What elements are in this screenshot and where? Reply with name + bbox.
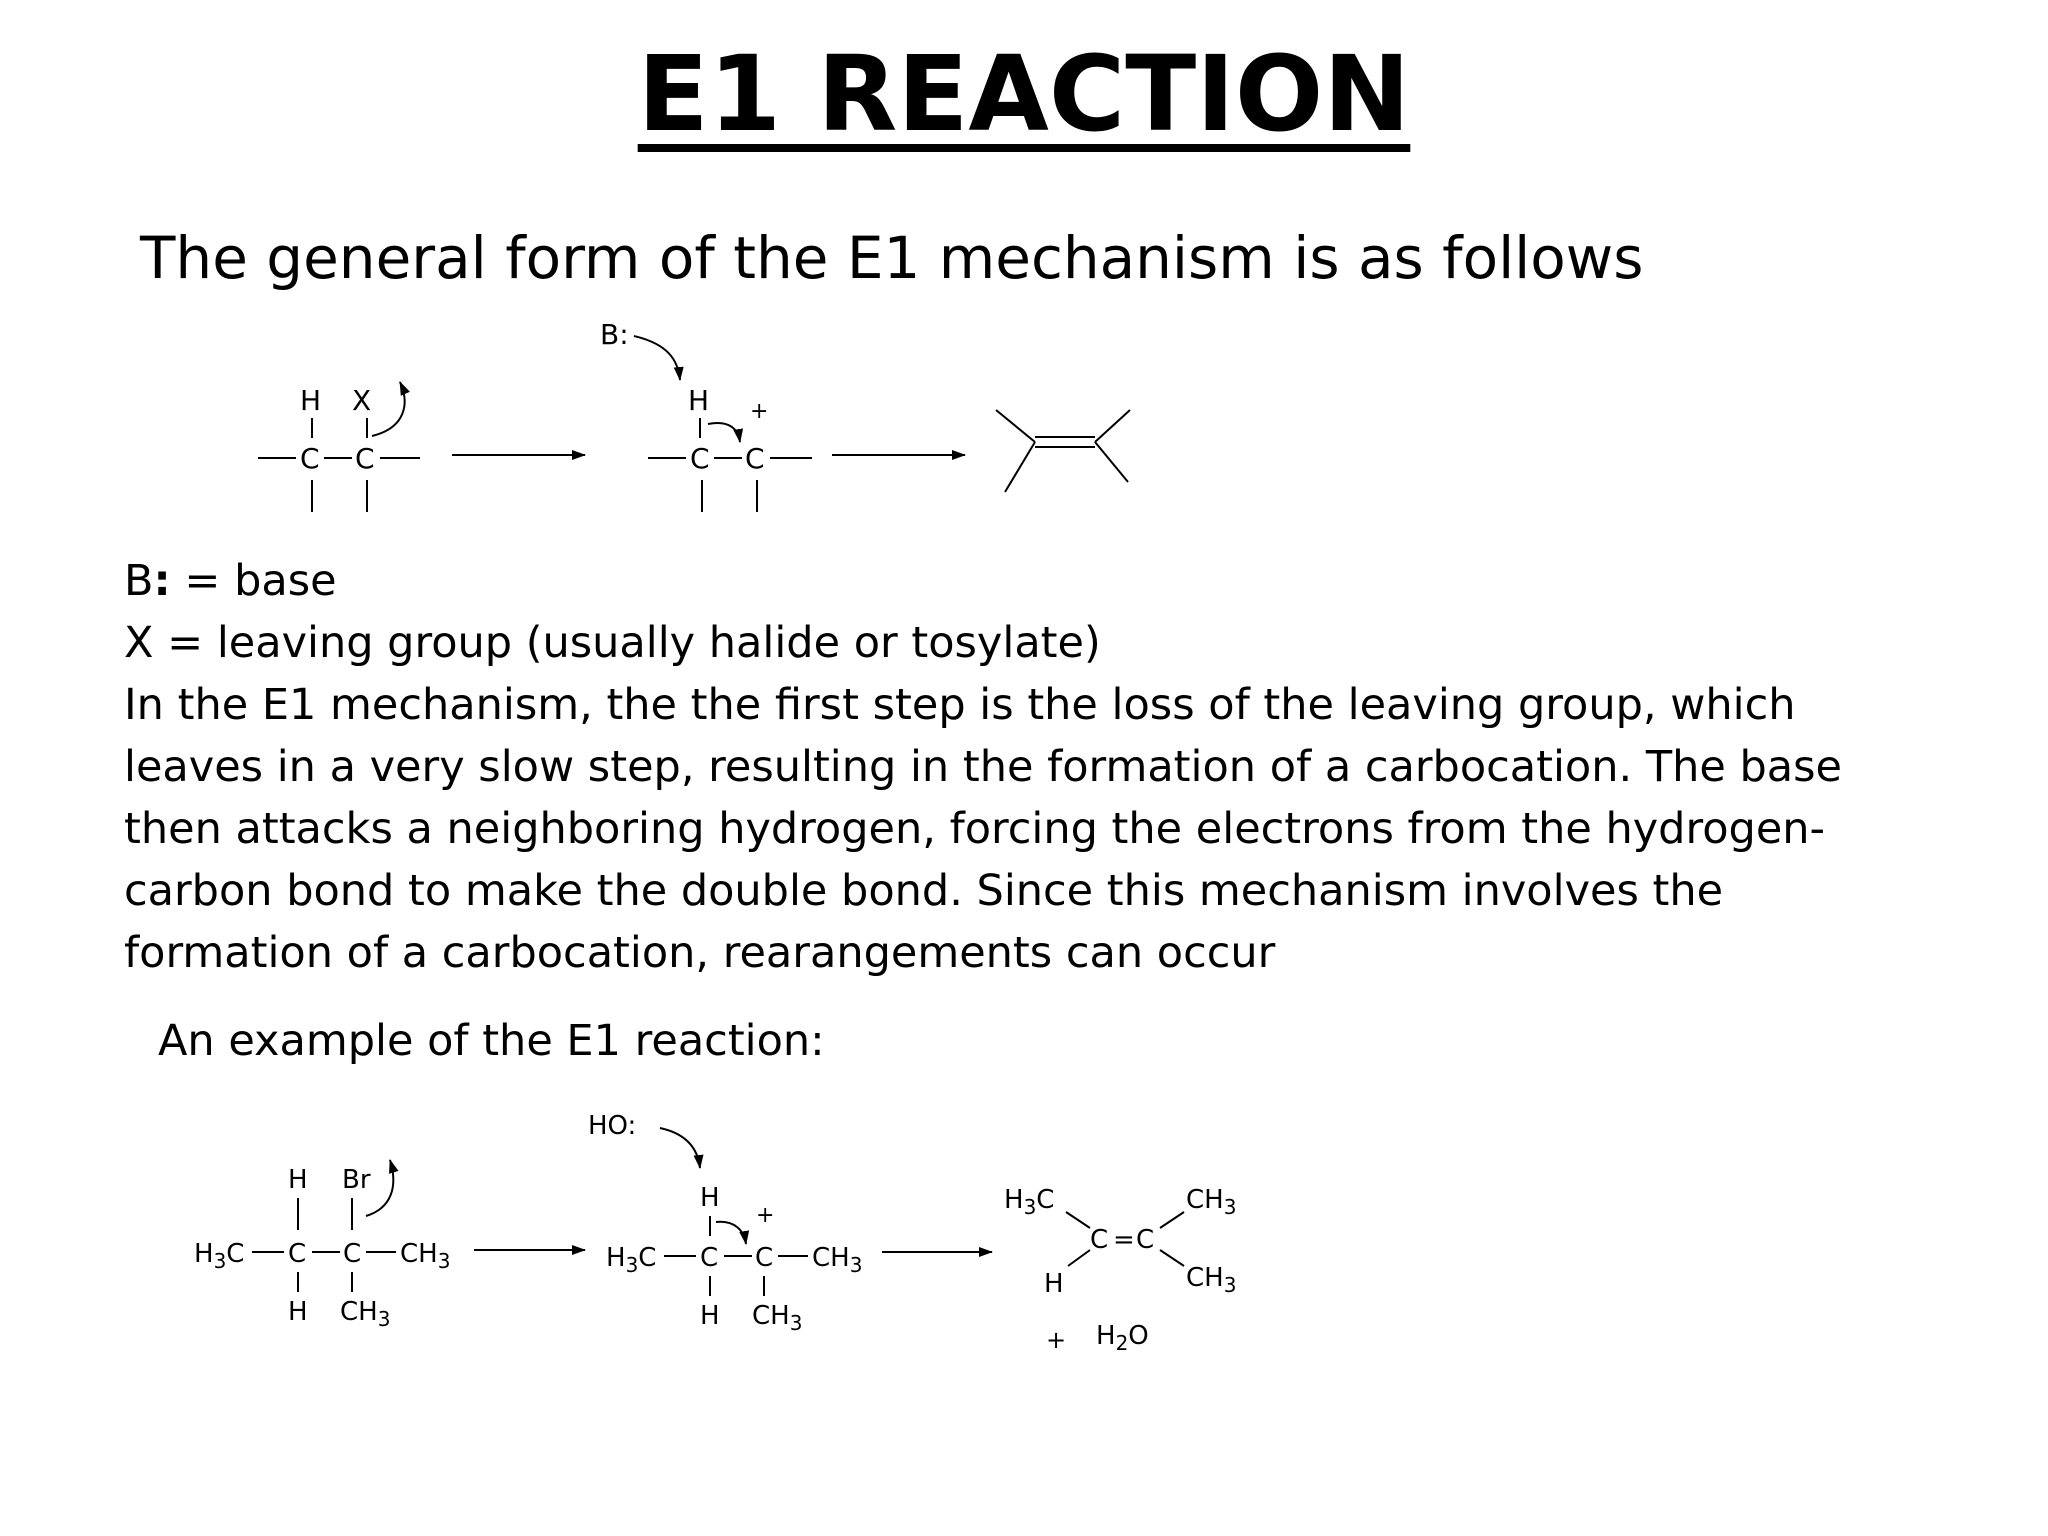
svg-text:H3C	[1004, 1185, 1054, 1219]
reactant-c1-label: C	[300, 442, 320, 475]
ex-prod-c2: C	[1136, 1225, 1155, 1255]
leaving-group-definition: X = leaving group (usually halide or tosylate)	[124, 618, 1101, 668]
intermediate-c2-label: C	[745, 442, 765, 475]
svg-text:H3C	[194, 1239, 244, 1273]
ex-ch3-right: CH	[400, 1239, 438, 1269]
paragraph-line: formation of a carbocation, rearangements can occur	[124, 928, 1276, 978]
ex-prod-plus: +	[1046, 1326, 1067, 1354]
ex-ch3-bottom: CH	[340, 1297, 378, 1327]
svg-text:H3C	[606, 1243, 656, 1277]
ex-hydroxide: HO:	[588, 1111, 637, 1141]
ex-int-plus: +	[756, 1203, 775, 1228]
bond-arrow	[708, 423, 740, 442]
ex-base-arrow	[660, 1128, 700, 1168]
base-definition: B: = base	[124, 556, 337, 606]
base-arrow	[634, 336, 680, 380]
intermediate-c1-label: C	[690, 442, 710, 475]
intermediate-h-label: H	[688, 384, 710, 417]
ex-int-ch3-bottom-sub: 3	[789, 1311, 803, 1335]
svg-text:CH3	[1186, 1185, 1236, 1219]
ex-reactant-c2: C	[343, 1239, 362, 1269]
slide-subtitle: The general form of the E1 mechanism is as follows	[140, 224, 1644, 292]
ex-water-h: H	[1096, 1321, 1116, 1351]
ex-int-h-bottom: H	[700, 1301, 720, 1331]
ex-h3c-left-c: C	[226, 1239, 245, 1269]
ex-bond-arrow	[716, 1222, 746, 1244]
ex-prod-double-bond: =	[1113, 1225, 1135, 1255]
ex-int-c1: C	[700, 1243, 719, 1273]
paragraph-line: In the E1 mechanism, the the first step is the loss of the leaving group, which	[124, 680, 1796, 730]
ex-int-ch3-bottom: CH	[752, 1301, 790, 1331]
ex-int-h3c-sub: 3	[625, 1253, 639, 1277]
alkene-product	[996, 410, 1130, 492]
ex-ch3-bottom-sub: 3	[377, 1307, 391, 1331]
definitions-block	[124, 550, 1842, 984]
ex-prod-ch3-top: CH	[1186, 1185, 1224, 1215]
ex-int-h3c-h: H	[606, 1243, 626, 1273]
ex-int-h3c-c: C	[638, 1243, 657, 1273]
reactant-c2-label: C	[355, 442, 375, 475]
ex-prod-h3c-h: H	[1004, 1185, 1024, 1215]
svg-text:CH3	[812, 1243, 862, 1277]
ex-ch3-right-sub: 3	[437, 1249, 451, 1273]
ex-int-ch3-right-sub: 3	[849, 1253, 863, 1277]
svg-text:CH3	[400, 1239, 450, 1273]
svg-text:CH3	[340, 1297, 390, 1331]
ex-leaving-arrow	[366, 1160, 393, 1216]
ex-reactant-c1: C	[288, 1239, 307, 1269]
ex-prod-ch3-bottom-sub: 3	[1223, 1273, 1237, 1297]
ex-int-ch3-right: CH	[812, 1243, 850, 1273]
ex-prod-c1: C	[1090, 1225, 1109, 1255]
example-heading: An example of the E1 reaction:	[158, 1016, 825, 1066]
paragraph-line: carbon bond to make the double bond. Since this mechanism involves the	[124, 866, 1724, 916]
ex-prod-h3c-c: C	[1036, 1185, 1055, 1215]
general-mechanism-scheme	[0, 0, 2048, 540]
ex-prod-ch3-bottom: CH	[1186, 1263, 1224, 1293]
slide-title: E1 REACTION	[637, 33, 1411, 155]
ex-reactant-br: Br	[342, 1165, 371, 1195]
reactant-x-label: X	[352, 384, 372, 417]
base-label: B:	[600, 318, 629, 351]
ex-reactant-h-bottom: H	[288, 1297, 308, 1327]
ex-prod-h: H	[1044, 1269, 1064, 1299]
ex-prod-h3c-sub: 3	[1023, 1195, 1037, 1219]
paragraph-line: then attacks a neighboring hydrogen, forcing the electrons from the hydrogen-	[124, 804, 1826, 854]
ex-water-o: O	[1128, 1321, 1149, 1351]
ex-reactant-h-top: H	[288, 1165, 308, 1195]
leaving-arrow	[372, 382, 405, 436]
svg-text:H2O	[1096, 1321, 1149, 1355]
svg-text:CH3	[752, 1301, 802, 1335]
ex-int-h-top: H	[700, 1183, 720, 1213]
svg-text:CH3	[1186, 1263, 1236, 1297]
ex-prod-ch3-top-sub: 3	[1223, 1195, 1237, 1219]
paragraph-line: leaves in a very slow step, resulting in the formation of a carbocation. The base	[124, 742, 1842, 792]
intermediate-plus: +	[750, 399, 769, 424]
ex-int-c2: C	[755, 1243, 774, 1273]
ex-water-sub: 2	[1115, 1331, 1129, 1355]
ex-h3c-left-sub: 3	[213, 1249, 227, 1273]
ex-h3c-left-h: H	[194, 1239, 214, 1269]
reactant-h-label: H	[300, 384, 322, 417]
